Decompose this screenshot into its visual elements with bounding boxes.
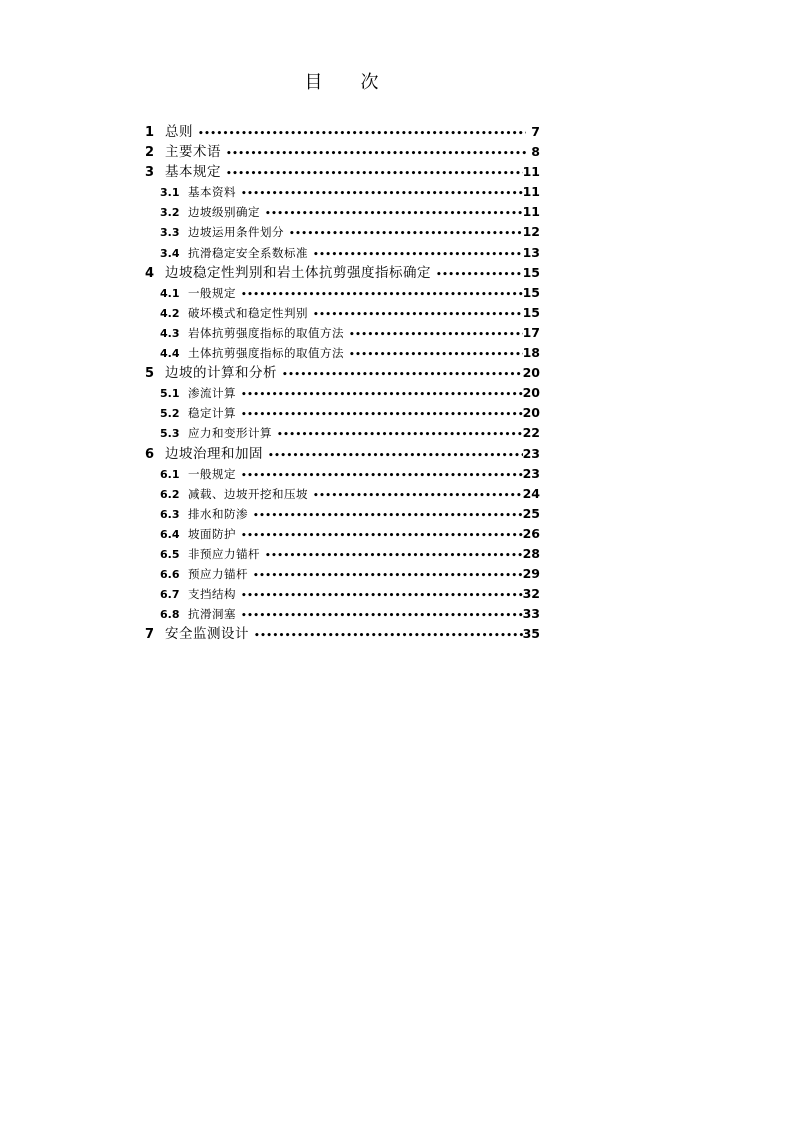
toc-entry-title: 非预应力锚杆 xyxy=(188,546,260,561)
toc-chapter-row[interactable] xyxy=(145,122,540,142)
toc-entry-title: 一般规定 xyxy=(188,466,236,481)
toc-page-number: 24 xyxy=(522,485,540,501)
toc-dot-leader xyxy=(286,224,523,244)
toc-dot-leader xyxy=(310,245,523,265)
toc-section-row[interactable] xyxy=(145,343,540,363)
toc-entry-number: 6.3 xyxy=(160,507,180,521)
toc-entry-title: 稳定计算 xyxy=(188,406,236,421)
toc-page-number: 22 xyxy=(522,425,540,441)
toc-entry-title: 排水和防渗 xyxy=(188,506,248,521)
toc-section-row[interactable] xyxy=(145,182,540,202)
toc-dot-leader xyxy=(310,305,523,325)
toc-entry-number: 3.1 xyxy=(160,186,180,200)
toc-entry-title: 岩体抗剪强度指标的取值方法 xyxy=(188,325,344,340)
toc-dot-leader xyxy=(238,184,523,204)
title-part-1: 目 xyxy=(304,72,323,93)
toc-chapter-row[interactable] xyxy=(145,444,540,464)
toc-section-row[interactable] xyxy=(145,403,540,423)
title-part-2: 次 xyxy=(360,72,379,93)
toc-entry-number: 5.1 xyxy=(160,387,180,401)
toc-page-number: 15 xyxy=(522,264,540,280)
toc-entry-title: 边坡的计算和分析 xyxy=(165,365,277,382)
toc-entry-title: 基本资料 xyxy=(188,185,236,200)
toc-page-number: 11 xyxy=(522,164,540,180)
toc-dot-leader xyxy=(346,325,523,345)
toc-page-number: 11 xyxy=(522,204,540,220)
toc-entry-number: 5.3 xyxy=(160,427,180,441)
toc-page-number: 29 xyxy=(522,566,540,582)
toc-entry-number: 6.2 xyxy=(160,487,180,501)
toc-entry-title: 减载、边坡开挖和压坡 xyxy=(188,486,308,501)
toc-entry-title: 应力和变形计算 xyxy=(188,426,272,441)
toc-chapter-row[interactable] xyxy=(145,162,540,182)
toc-page-number: 20 xyxy=(522,405,540,421)
toc-page-number: 20 xyxy=(522,385,540,401)
toc-page-number: 11 xyxy=(522,184,540,200)
toc-section-row[interactable] xyxy=(145,544,540,564)
toc-entry-number: 6.4 xyxy=(160,527,180,541)
toc-dot-leader xyxy=(262,546,523,566)
toc-dot-leader xyxy=(251,626,523,646)
toc-section-row[interactable] xyxy=(145,303,540,323)
toc-section-row[interactable] xyxy=(145,524,540,544)
toc-dot-leader xyxy=(238,466,523,486)
toc-page-number: 18 xyxy=(522,345,540,361)
toc-entry-number: 1 xyxy=(145,125,155,140)
toc-dot-leader xyxy=(262,204,523,224)
toc-entry-title: 一般规定 xyxy=(188,285,236,300)
toc-section-row[interactable] xyxy=(145,564,540,584)
toc-section-row[interactable] xyxy=(145,243,540,263)
toc-section-row[interactable] xyxy=(145,383,540,403)
toc-page-number: 23 xyxy=(522,465,540,481)
toc-entry-title: 主要术语 xyxy=(165,144,221,161)
table-of-contents xyxy=(145,122,540,644)
toc-page-number: 20 xyxy=(522,365,540,381)
toc-section-row[interactable] xyxy=(145,584,540,604)
toc-section-row[interactable] xyxy=(145,504,540,524)
toc-page-number: 13 xyxy=(522,244,540,260)
toc-entry-title: 预应力锚杆 xyxy=(188,567,248,582)
toc-entry-number: 5.2 xyxy=(160,407,180,421)
toc-chapter-row[interactable] xyxy=(145,263,540,283)
toc-dot-leader xyxy=(238,526,523,546)
toc-page-number: 35 xyxy=(522,626,540,642)
toc-entry-title: 边坡级别确定 xyxy=(188,205,260,220)
toc-entry-number: 5 xyxy=(145,366,155,382)
toc-entry-number: 6.7 xyxy=(160,588,180,602)
toc-chapter-row[interactable] xyxy=(145,142,540,162)
toc-chapter-row[interactable] xyxy=(145,624,540,644)
toc-section-row[interactable] xyxy=(145,604,540,624)
toc-dot-leader xyxy=(238,586,523,606)
toc-entry-title: 边坡运用条件划分 xyxy=(188,225,284,240)
toc-dot-leader xyxy=(238,606,523,626)
toc-page-number: 7 xyxy=(531,124,540,139)
toc-dot-leader xyxy=(265,446,523,466)
toc-entry-number: 2 xyxy=(145,145,155,161)
toc-entry-title: 抗滑稳定安全系数标准 xyxy=(188,245,308,260)
toc-entry-number: 6.8 xyxy=(160,608,180,622)
toc-entry-title: 土体抗剪强度指标的取值方法 xyxy=(188,346,344,361)
toc-page-number: 26 xyxy=(522,525,540,541)
toc-entry-title: 边坡治理和加固 xyxy=(165,445,263,462)
toc-entry-number: 4.1 xyxy=(160,286,180,300)
toc-entry-title: 边坡稳定性判别和岩土体抗剪强度指标确定 xyxy=(165,264,431,281)
toc-dot-leader xyxy=(250,506,523,526)
toc-entry-number: 6.5 xyxy=(160,547,180,561)
toc-entry-title: 基本规定 xyxy=(165,164,221,181)
toc-dot-leader xyxy=(223,144,526,164)
toc-page-number: 28 xyxy=(522,545,540,561)
toc-entry-number: 4.3 xyxy=(160,326,180,340)
toc-section-row[interactable] xyxy=(145,464,540,484)
toc-page-number: 15 xyxy=(522,304,540,320)
toc-entry-number: 6.6 xyxy=(160,568,180,582)
toc-entry-title: 总则 xyxy=(165,124,193,140)
toc-page-number: 32 xyxy=(522,586,540,602)
toc-dot-leader xyxy=(310,486,523,506)
toc-page-number: 23 xyxy=(522,445,540,461)
toc-entry-title: 渗流计算 xyxy=(188,386,236,401)
toc-entry-number: 6 xyxy=(145,446,155,462)
toc-entry-title: 支挡结构 xyxy=(188,587,236,602)
toc-dot-leader xyxy=(195,124,526,144)
toc-dot-leader xyxy=(223,164,523,184)
toc-chapter-row[interactable] xyxy=(145,363,540,383)
toc-entry-number: 3.3 xyxy=(160,226,180,240)
toc-page-number: 15 xyxy=(522,284,540,300)
toc-entry-number: 7 xyxy=(145,627,155,643)
toc-entry-title: 破坏模式和稳定性判别 xyxy=(188,305,308,320)
toc-dot-leader xyxy=(346,345,523,365)
toc-section-row[interactable] xyxy=(145,283,540,303)
toc-dot-leader xyxy=(250,566,523,586)
toc-section-row[interactable] xyxy=(145,202,540,222)
toc-entry-title: 抗滑洞塞 xyxy=(188,607,236,622)
toc-entry-number: 3 xyxy=(145,165,155,181)
toc-section-row[interactable] xyxy=(145,222,540,242)
toc-dot-leader xyxy=(433,265,523,285)
toc-entry-number: 6.1 xyxy=(160,467,180,481)
toc-entry-number: 3.4 xyxy=(160,246,180,260)
toc-entry-number: 3.2 xyxy=(160,206,180,220)
page-title xyxy=(0,68,683,94)
toc-dot-leader xyxy=(238,285,523,305)
toc-section-row[interactable] xyxy=(145,423,540,443)
toc-section-row[interactable] xyxy=(145,323,540,343)
toc-page-number: 17 xyxy=(522,324,540,340)
toc-section-row[interactable] xyxy=(145,484,540,504)
toc-page-number: 8 xyxy=(531,144,540,160)
toc-entry-number: 4 xyxy=(145,265,155,281)
toc-dot-leader xyxy=(279,365,523,385)
toc-dot-leader xyxy=(274,425,523,445)
toc-dot-leader xyxy=(238,385,523,405)
toc-entry-title: 坡面防护 xyxy=(188,526,236,541)
toc-page-number: 25 xyxy=(522,505,540,521)
toc-dot-leader xyxy=(238,405,523,425)
toc-entry-number: 4.4 xyxy=(160,347,180,361)
toc-page-number: 12 xyxy=(522,224,540,240)
toc-entry-number: 4.2 xyxy=(160,306,180,320)
toc-entry-title: 安全监测设计 xyxy=(165,626,249,643)
toc-page-number: 33 xyxy=(522,606,540,622)
